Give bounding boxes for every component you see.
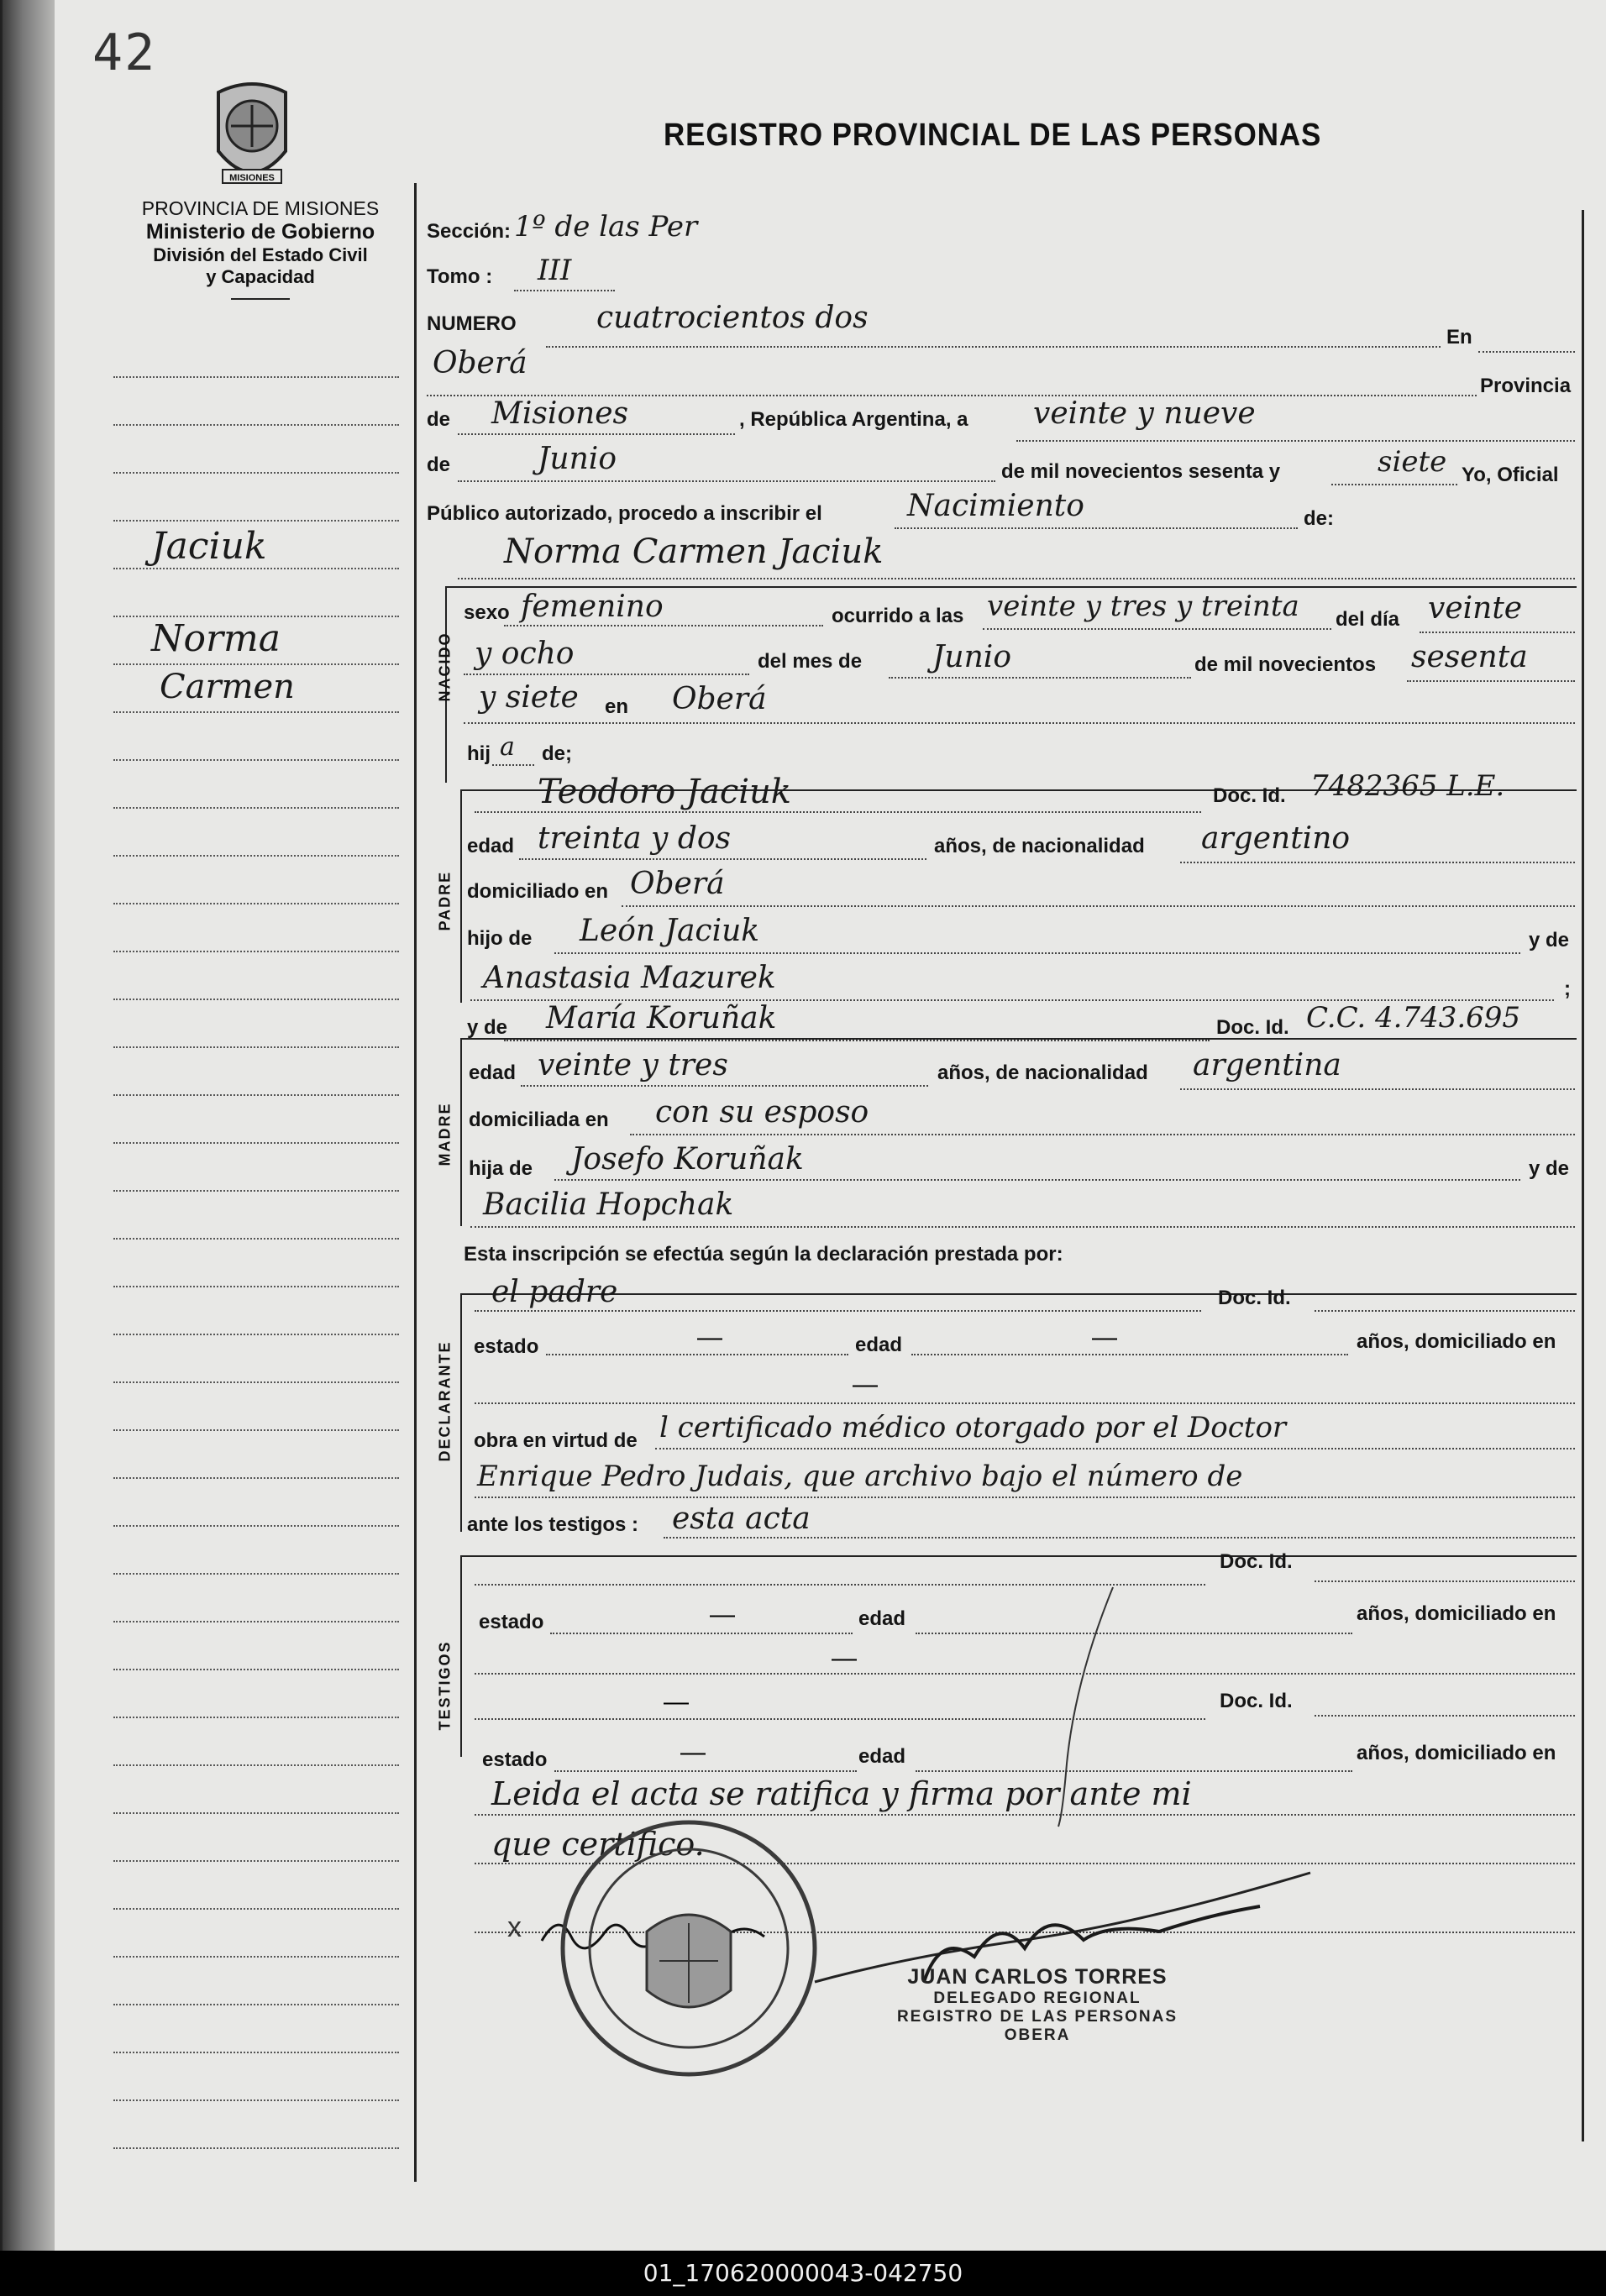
declarante-line: [475, 1310, 1201, 1312]
declarante-edad-line: [911, 1354, 1348, 1355]
margin-given-name-1: Norma: [151, 617, 281, 660]
numero-line: [546, 346, 1441, 348]
padre-name-line: [475, 811, 1201, 813]
mes-label: del mes de: [758, 650, 863, 673]
testigo1-domicilio-line: [475, 1673, 1575, 1675]
madre-section-label: MADRE: [436, 1102, 454, 1166]
declarante-estado-line: [546, 1354, 848, 1355]
madre-doc-value: C.C. 4.743.695: [1306, 1001, 1521, 1035]
margin-ruled-line: [113, 2147, 399, 2149]
hij-de-label: de;: [542, 742, 572, 765]
lugar-line: [464, 722, 1575, 724]
padre-edad-line: [519, 858, 926, 860]
obra-value-2: Enrique Pedro Judais, que archivo bajo el número de: [477, 1460, 1243, 1493]
margin-ruled-line: [113, 1764, 399, 1766]
margin-ruled-line: [113, 1908, 399, 1910]
month-line: [458, 480, 995, 482]
madre-mother-of: Bacilia Hopchak: [483, 1187, 734, 1222]
year-label: de mil novecientos sesenta y: [1001, 460, 1281, 483]
obra-line-2: [475, 1497, 1575, 1498]
margin-ruled-line: [113, 711, 399, 713]
padre-nacionalidad-line: [1180, 862, 1575, 863]
testigo1-edad-line: [916, 1633, 1352, 1634]
declarante-section-label: DECLARANTE: [436, 1340, 454, 1462]
madre-domicilio-value: con su esposo: [655, 1095, 869, 1130]
madre-name: María Koruñak: [546, 1001, 777, 1035]
dia-value-continued: y ocho: [475, 637, 575, 671]
month-value: Junio: [538, 442, 617, 476]
margin-ruled-line: [113, 1669, 399, 1670]
margin-ruled-line: [113, 1860, 399, 1862]
margin-ruled-line: [113, 903, 399, 904]
declarante-domicilio-value: —: [853, 1371, 878, 1398]
sexo-line: [504, 625, 823, 626]
padre-mother-of: Anastasia Mazurek: [483, 961, 776, 995]
margin-ruled-line: [113, 1190, 399, 1192]
padre-father-of: León Jaciuk: [580, 914, 760, 948]
testigo1-estado-label: estado: [479, 1611, 544, 1633]
hora-value: veinte y tres y treinta: [987, 590, 1299, 623]
document-title: REGISTRO PROVINCIAL DE LAS PERSONAS: [664, 118, 1322, 153]
numero-label: NUMERO: [427, 312, 517, 335]
padre-domicilio-line: [622, 905, 1575, 907]
margin-ruled-line: [113, 1429, 399, 1431]
margin-ruled-line: [113, 376, 399, 378]
madre-hija-label: hija de: [469, 1157, 533, 1180]
madre-father-of: Josefo Koruñak: [571, 1142, 804, 1177]
margin-ruled-line: [113, 807, 399, 809]
sexo-label: sexo: [464, 601, 510, 624]
official-round-stamp-icon: [554, 1814, 823, 2083]
padre-hijo-label: hijo de: [467, 927, 533, 950]
person-name-line: [458, 578, 1575, 579]
madre-mother-line: [470, 1226, 1575, 1228]
declarante-estado-value: —: [697, 1324, 722, 1351]
testigo2-estado-line: [554, 1770, 857, 1772]
republica-label: , República Argentina, a: [739, 408, 968, 431]
margin-ruled-line: [113, 1573, 399, 1575]
margin-rule: [414, 183, 417, 2182]
testigo1-anios-label: años, domiciliado en: [1357, 1602, 1556, 1625]
province-name: PROVINCIA DE MISIONES: [141, 197, 380, 219]
nacido-section-label: NACIDO: [436, 632, 454, 702]
margin-surname: Jaciuk: [151, 525, 267, 568]
margin-ruled-line: [113, 951, 399, 952]
de3-label: de:: [1304, 507, 1334, 530]
ministry-name: Ministerio de Gobierno: [145, 220, 375, 244]
declarante-anios-label: años, domiciliado en: [1357, 1330, 1556, 1353]
testigo1-doc-line: [1315, 1580, 1575, 1582]
testigos-ante-label: ante los testigos :: [467, 1513, 639, 1536]
year-line: [1331, 484, 1457, 485]
testigos-ante-value: esta acta: [672, 1502, 811, 1536]
numero-value: cuatrocientos dos: [596, 301, 869, 335]
padre-section-label: PADRE: [436, 870, 454, 931]
padre-nacionalidad-value: argentino: [1201, 821, 1351, 856]
madre-nacionalidad-line: [1180, 1088, 1575, 1090]
testigo2-doc-line: [1315, 1715, 1575, 1717]
official-name: JUAN CARLOS TORRES: [907, 1965, 1168, 1989]
provincia-label: Provincia: [1480, 375, 1572, 397]
testigos-ante-line: [664, 1537, 1575, 1539]
declarante-doc-line: [1315, 1310, 1575, 1312]
anio-line: [1407, 680, 1575, 682]
madre-edad-value: veinte y tres: [538, 1048, 728, 1082]
madre-domicilio-line: [630, 1134, 1575, 1135]
margin-ruled-line: [113, 520, 399, 522]
padre-name: Teodoro Jaciuk: [538, 773, 792, 811]
testigo1-estado-line: [550, 1633, 853, 1634]
margin-ruled-line: [113, 424, 399, 426]
padre-semicolon: ;: [1564, 978, 1571, 1000]
obra-label: obra en virtud de: [474, 1429, 638, 1452]
capacity-name: y Capacidad: [206, 266, 315, 287]
hora-line: [983, 628, 1331, 630]
testigo1-doc-label: Doc. Id.: [1220, 1550, 1293, 1573]
ocurrido-label: ocurrido a las: [832, 605, 964, 627]
margin-ruled-line: [113, 1812, 399, 1814]
testigo2-edad-line: [916, 1770, 1352, 1772]
testigo1-domicilio-value: —: [832, 1644, 857, 1672]
official-role: DELEGADO REGIONAL: [933, 1989, 1142, 2007]
madre-edad-line: [521, 1085, 928, 1087]
margin-ruled-line: [113, 1525, 399, 1527]
hij-line: [492, 764, 534, 766]
testigo1-estado-value: —: [710, 1601, 735, 1628]
coat-of-arms-caption: MISIONES: [229, 173, 275, 183]
yo-oficial-label: Yo, Oficial: [1462, 464, 1559, 486]
declarante-edad-label: edad: [855, 1334, 903, 1356]
declarante-value: el padre: [491, 1275, 618, 1309]
publico-label: Público autorizado, procedo a inscribir el: [427, 502, 822, 525]
testigo2-estado-label: estado: [482, 1748, 548, 1771]
official-city: OBERA: [1004, 2026, 1071, 2044]
obra-value-1: l certificado médico otorgado por el Doctor: [659, 1411, 1287, 1444]
en-label: En: [1446, 326, 1472, 349]
closing-line-1: Leida el acta se ratifica y firma por ante mi: [491, 1775, 1192, 1812]
testigo1-edad-label: edad: [858, 1607, 906, 1630]
file-id-caption: 01_170620000043-042750: [0, 2251, 1606, 2296]
event-value: Nacimiento: [907, 489, 1084, 523]
declarante-edad-value: —: [1092, 1324, 1117, 1351]
hij-label: hij: [467, 742, 491, 765]
padre-doc-label: Doc. Id.: [1213, 784, 1286, 807]
header-divider: [231, 298, 290, 300]
lugar-en-label: en: [605, 695, 629, 718]
margin-ruled-line: [113, 1381, 399, 1383]
declaracion-intro: Esta inscripción se efectúa según la declaración prestada por:: [464, 1243, 1063, 1266]
margin-ruled-line: [113, 1046, 399, 1048]
margin-ruled-line: [113, 759, 399, 761]
margin-ruled-line: [113, 2099, 399, 2101]
witness-crossout-stroke-icon: [1050, 1579, 1126, 1831]
testigo2-name-value: —: [664, 1688, 689, 1716]
closing-line-2: que certifico.: [491, 1826, 705, 1863]
margin-ruled-line: [113, 999, 399, 1000]
official-stamp-block: [832, 1965, 1243, 2045]
madre-doc-label: Doc. Id.: [1216, 1016, 1289, 1039]
mes-line: [889, 677, 1191, 679]
margin-ruled-line: [113, 1094, 399, 1096]
madre-yde2-label: y de: [1529, 1157, 1570, 1180]
dia-continued-line: [464, 674, 749, 675]
dia-line: [1420, 632, 1575, 633]
padre-domicilio-value: Oberá: [630, 867, 725, 901]
de2-label: de: [427, 453, 451, 476]
testigos-bracket: [460, 1555, 1577, 1757]
margin-ruled-line: [113, 1621, 399, 1622]
margin-ruled-line: [113, 1956, 399, 1958]
madre-domicilio-label: domiciliada en: [469, 1109, 609, 1131]
padre-yde-label: y de: [1529, 929, 1570, 951]
official-office: REGISTRO DE LAS PERSONAS: [896, 2008, 1178, 2026]
de-label: de: [427, 408, 451, 431]
registered-person-name: Norma Carmen Jaciuk: [504, 532, 884, 571]
padre-edad-label: edad: [467, 835, 515, 857]
testigo2-estado-value: —: [680, 1738, 706, 1766]
division-name: División del Estado Civil: [153, 244, 368, 265]
testigo2-edad-label: edad: [858, 1745, 906, 1768]
madre-nacionalidad-label: años, de nacionalidad: [937, 1062, 1148, 1084]
margin-ruled-line: [113, 1477, 399, 1479]
day-line: [1016, 440, 1575, 442]
en-line: [1478, 351, 1575, 353]
declarante-doc-label: Doc. Id.: [1218, 1287, 1291, 1309]
coat-of-arms-icon: [202, 76, 302, 193]
issuer-block: [101, 197, 420, 300]
madre-yde-label: y de: [467, 1016, 508, 1039]
madre-nacionalidad-value: argentina: [1193, 1048, 1341, 1082]
madre-name-line: [504, 1040, 1210, 1041]
declarante-estado-label: estado: [474, 1335, 539, 1358]
margin-ruled-line: [113, 1334, 399, 1335]
padre-nacionalidad-label: años, de nacionalidad: [934, 835, 1145, 857]
margin-ruled-line: [113, 855, 399, 857]
declarant-x-mark: x: [507, 1911, 522, 1943]
anio-label: de mil novecientos: [1194, 653, 1377, 676]
dia-value: veinte: [1428, 591, 1523, 626]
tomo-value: III: [538, 254, 572, 287]
margin-ruled-line: [113, 472, 399, 474]
anio-value: sesenta: [1411, 640, 1528, 674]
margin-ruled-line: [113, 1717, 399, 1718]
event-line: [895, 527, 1298, 529]
margin-ruled-line: [113, 568, 399, 569]
seccion-value: 1º de las Per: [514, 210, 698, 244]
margin-given-name-2: Carmen: [160, 668, 295, 706]
province-line: [458, 433, 735, 435]
day-value: veinte y nueve: [1033, 396, 1256, 431]
padre-edad-value: treinta y dos: [538, 821, 732, 856]
declarante-domicilio-line: [475, 1402, 1575, 1404]
margin-ruled-line: [113, 1238, 399, 1240]
margin-ruled-line: [113, 1286, 399, 1287]
lugar-value: Oberá: [672, 682, 767, 716]
mes-value: Junio: [932, 640, 1011, 674]
padre-doc-value: 7482365 L.E.: [1310, 769, 1505, 803]
padre-father-line: [554, 952, 1520, 954]
madre-edad-label: edad: [469, 1062, 517, 1084]
testigos-section-label: TESTIGOS: [436, 1640, 454, 1731]
province-value: Misiones: [491, 396, 629, 431]
margin-ruled-line: [113, 2004, 399, 2005]
testigo2-anios-label: años, domiciliado en: [1357, 1742, 1556, 1764]
del-dia-label: del día: [1336, 608, 1400, 631]
margin-ruled-line: [113, 2052, 399, 2053]
padre-domicilio-label: domiciliado en: [467, 880, 609, 903]
madre-father-line: [554, 1179, 1520, 1181]
city-value: Oberá: [433, 346, 527, 380]
tomo-label: Tomo :: [427, 265, 493, 288]
hij-value: a: [500, 732, 515, 762]
margin-ruled-line: [113, 663, 399, 665]
right-rule: [1582, 210, 1584, 2141]
year-value: siete: [1378, 445, 1447, 479]
anio-value-continued: y siete: [479, 680, 579, 715]
seccion-label: Sección:: [427, 220, 512, 243]
margin-ruled-line: [113, 1142, 399, 1144]
sexo-value: femenino: [521, 590, 664, 624]
page-number: 42: [92, 24, 157, 82]
tomo-line: [514, 290, 615, 291]
testigo2-doc-label: Doc. Id.: [1220, 1690, 1293, 1712]
obra-line-1: [655, 1448, 1575, 1449]
